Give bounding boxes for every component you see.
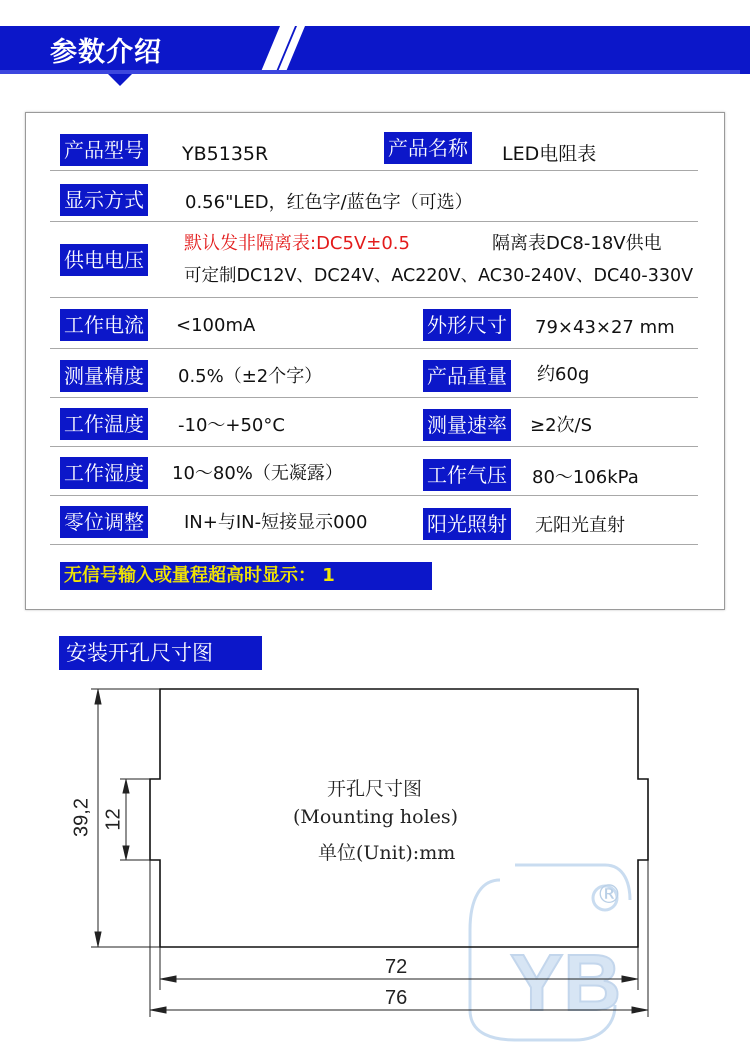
- power-isolated-value: 隔离表DC8-18V供电: [492, 233, 662, 254]
- page-title: 参数介绍: [50, 37, 162, 68]
- drawing-label-en: (Mounting holes): [293, 806, 459, 828]
- row-divider: [50, 544, 698, 545]
- accuracy-label: 测量精度: [60, 360, 148, 392]
- power-custom-value: 可定制DC12V、DC24V、AC220V、AC30-240V、DC40-330V: [184, 266, 694, 286]
- temperature-value: -10～+50°C: [178, 415, 285, 436]
- row-divider: [50, 348, 698, 349]
- drawing-label-cn: 开孔尺寸图: [327, 778, 423, 800]
- sunlight-value: 无阳光直射: [535, 515, 625, 536]
- dim-height-label: 39,2: [70, 798, 93, 837]
- model-value: YB5135R: [182, 143, 269, 165]
- name-label: 产品名称: [384, 132, 472, 164]
- section-title-mounting: 安装开孔尺寸图: [59, 636, 262, 670]
- sunlight-label: 阳光照射: [423, 508, 511, 540]
- weight-label: 产品重量: [423, 360, 511, 392]
- rate-value: ≥2次/S: [530, 415, 593, 436]
- zero-value: IN+与IN-短接显示000: [184, 512, 368, 533]
- row-divider: [50, 397, 698, 398]
- row-divider: [50, 221, 698, 222]
- pressure-label: 工作气压: [423, 459, 511, 491]
- name-value: LED电阻表: [502, 143, 597, 165]
- row-divider: [50, 297, 698, 298]
- current-value: <100mA: [176, 315, 256, 336]
- power-label: 供电电压: [60, 244, 148, 276]
- temperature-label: 工作温度: [60, 408, 148, 440]
- row-divider: [50, 446, 698, 447]
- weight-value: 约60g: [537, 364, 590, 385]
- svg-text:YB: YB: [510, 938, 622, 1027]
- zero-label: 零位调整: [60, 506, 148, 538]
- humidity-label: 工作湿度: [60, 457, 148, 489]
- size-label: 外形尺寸: [423, 309, 511, 341]
- model-label: 产品型号: [60, 134, 148, 166]
- size-value: 79×43×27 mm: [535, 317, 675, 338]
- row-divider: [50, 495, 698, 496]
- banner-pointer-icon: [108, 74, 132, 86]
- drawing-label-unit: 单位(Unit):mm: [318, 842, 456, 864]
- accuracy-value: 0.5%（±2个字）: [178, 366, 323, 387]
- overflow-note: 无信号输入或量程超高时显示： 1: [60, 562, 432, 590]
- dim-notch-label: 12: [102, 808, 125, 831]
- dim-inner-width-label: 72: [385, 956, 408, 978]
- pressure-value: 80～106kPa: [532, 467, 639, 488]
- dim-outer-width-label: 76: [385, 987, 408, 1009]
- humidity-value: 10～80%（无凝露）: [172, 463, 343, 484]
- current-label: 工作电流: [60, 309, 148, 341]
- registered-mark: ®: [596, 880, 622, 910]
- row-divider: [50, 170, 698, 171]
- display-value: 0.56"LED，红色字/蓝色字（可选）: [185, 192, 473, 213]
- rate-label: 测量速率: [423, 409, 511, 441]
- display-label: 显示方式: [60, 184, 148, 216]
- power-default-value: 默认发非隔离表:DC5V±0.5: [184, 233, 410, 254]
